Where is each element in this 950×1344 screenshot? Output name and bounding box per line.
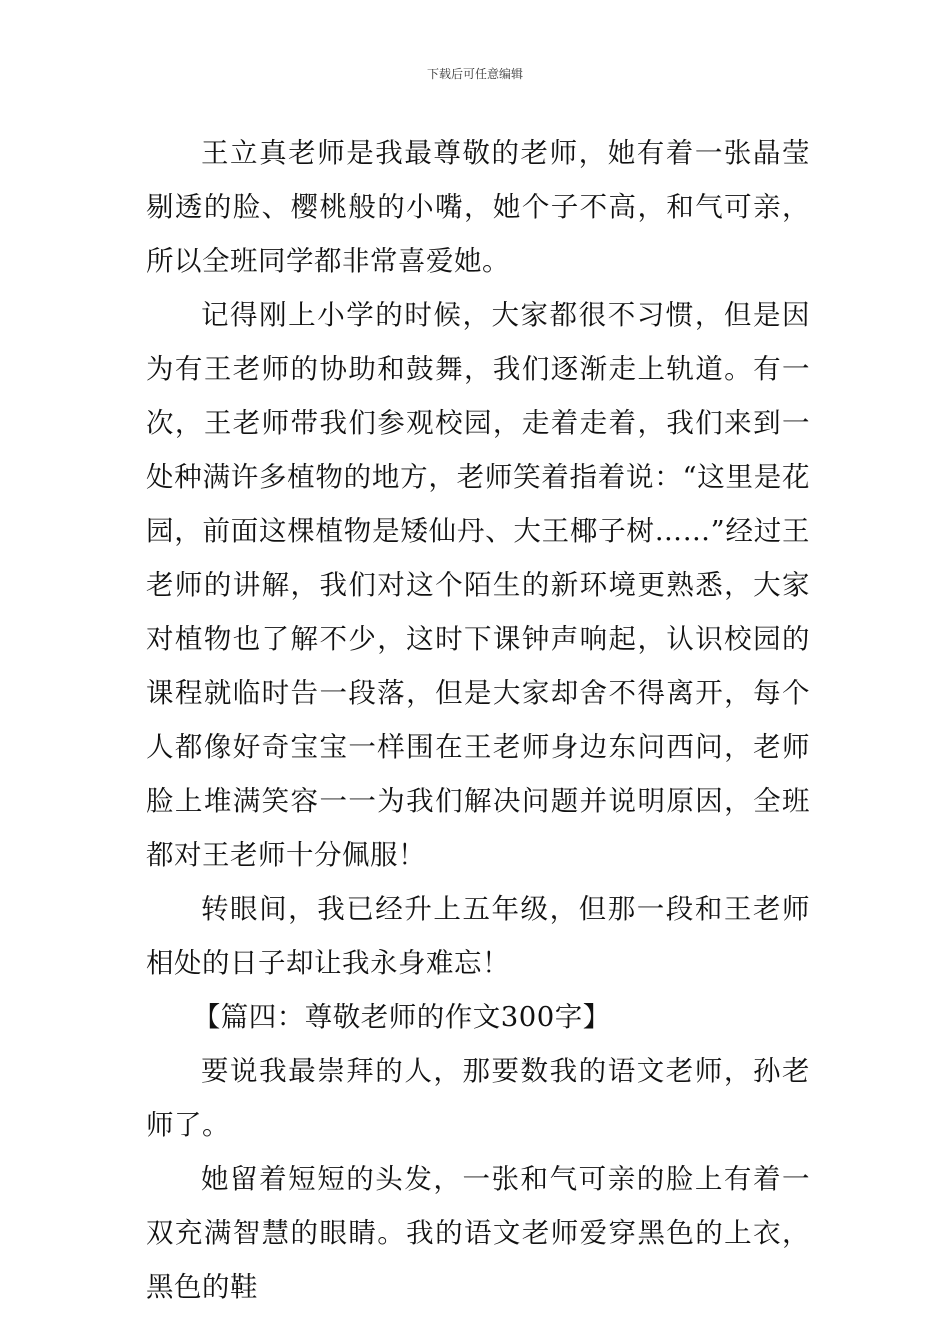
- paragraph-teacher-wang-intro: 王立真老师是我最尊敬的老师，她有着一张晶莹剔透的脸、樱桃般的小嘴，她个子不高，和气可亲，所以全班同学都非常喜爱她。: [146, 137, 810, 277]
- document-body: [146, 126, 810, 1314]
- page-header-note: 下载后可任意编辑: [426, 67, 523, 81]
- paragraph-teacher-sun-intro: 要说我最崇拜的人，那要数我的语文老师，孙老师了。: [146, 1055, 810, 1141]
- paragraph-teacher-sun-description: 她留着短短的头发，一张和气可亲的脸上有着一双充满智慧的眼睛。我的语文老师爱穿黑色的上衣，黑色的鞋: [146, 1163, 810, 1303]
- section-heading-part-four: 【篇四：尊敬老师的作文300字】: [192, 1001, 611, 1033]
- paragraph-fifth-grade: 转眼间，我已经升上五年级，但那一段和王老师相处的日子却让我永身难忘！: [146, 893, 810, 979]
- paragraph-campus-tour: 记得刚上小学的时候，大家都很不习惯，但是因为有王老师的协助和鼓舞，我们逐渐走上轨道。有一次，王老师带我们参观校园，走着走着，我们来到一处种满许多植物的地方，老师笑着指着说：“这里是花园，前面这棵植物是矮仙丹、大王椰子树……”经过王老师的讲解，我们对这个陌生的新环境更熟悉，大家对植物也了解不少，这时下课钟声响起，认识校园的课程就临时告一段落，但是大家却舍不得离开，每个人都像好奇宝宝一样围在王老师身边东问西问，老师脸上堆满笑容一一为我们解决问题并说明原因，全班都对王老师十分佩服！: [146, 299, 810, 871]
